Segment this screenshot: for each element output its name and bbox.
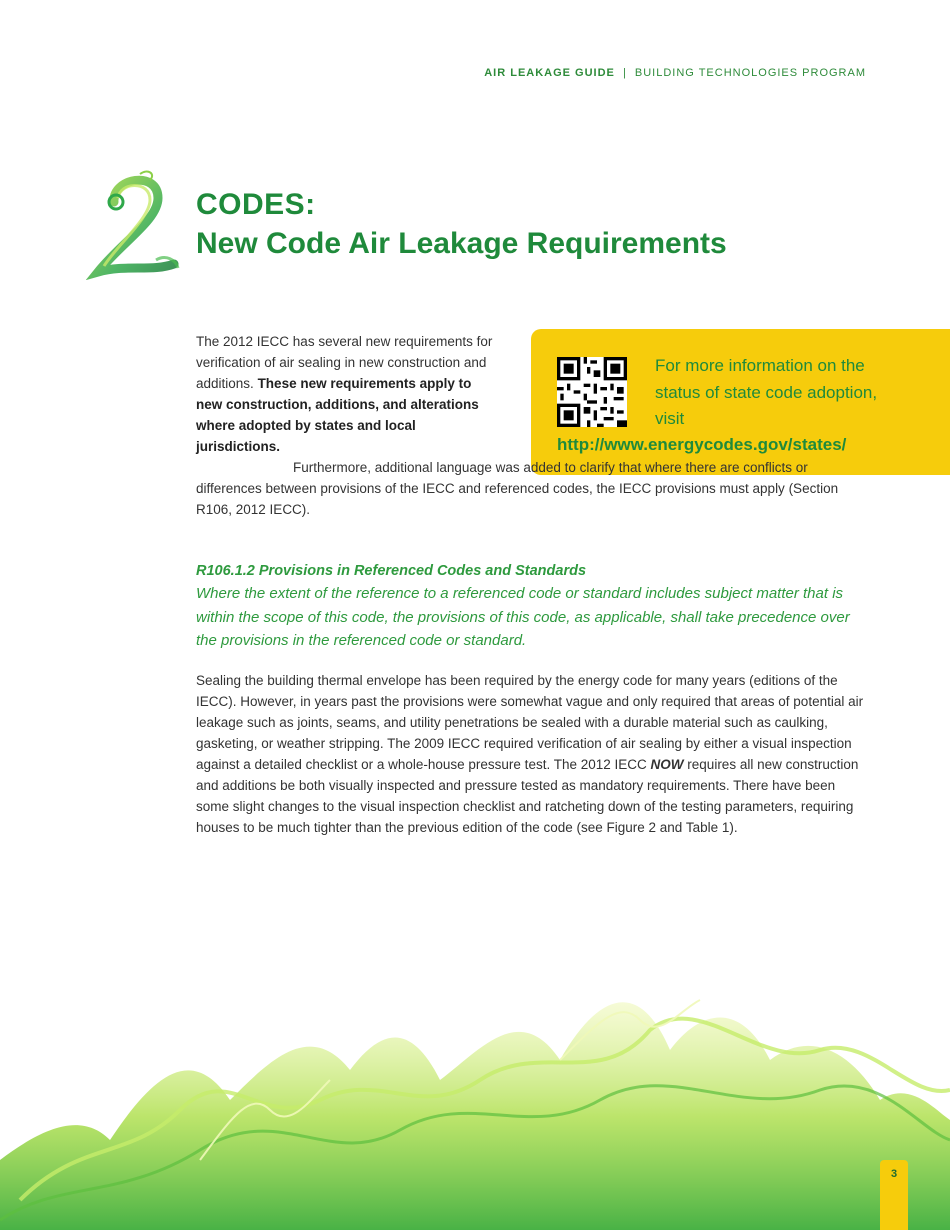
callout-text: For more information on the status of state code adoption, visit bbox=[655, 356, 878, 428]
intro-text: The 2012 IECC has several new requirements for verification of air sealing in new construction and additions. bbox=[196, 334, 493, 391]
chapter-title-main: CODES: bbox=[196, 188, 316, 221]
chapter-number-smoke-icon bbox=[86, 168, 182, 280]
intro-paragraph bbox=[196, 331, 856, 457]
header-guide-title: AIR LEAKAGE GUIDE bbox=[484, 67, 615, 79]
quote-title: R106.1.2 Provisions in Referenced Codes and Standards bbox=[196, 563, 587, 579]
chapter-title bbox=[196, 186, 727, 264]
body-text-after: requires all new construction and additions be both visually inspected and pressure tested as mandatory requirements. There have been some slight changes to the visual inspection checklist and ratcheting down of the testing parameters, requiring houses to be much tighter than the previous edition of the code (see Figure 2 and Table 1). bbox=[196, 757, 859, 835]
page-number: 3 bbox=[890, 1168, 898, 1180]
quote-body: Where the extent of the reference to a referenced code or standard includes subject matter that is within the scope of this code, the provisions of this code, as applicable, shall take precedence over the provisions in the referenced code or standard. bbox=[196, 585, 850, 649]
header-separator: | bbox=[622, 67, 627, 79]
running-header bbox=[484, 67, 866, 79]
body-emphasis: NOW bbox=[650, 757, 684, 772]
page-number-tab bbox=[880, 1160, 908, 1230]
body-text-before: Sealing the building thermal envelope has been required by the energy code for many years (editions of the IECC). However, in years past the provisions were somewhat vague and only required that areas of potential air leakage such as joints, seams, and utility penetrations be sealed with a durable material such as caulking, gasketing, or weather stripping. The 2009 IECC required verification of air sealing by either a visual inspection against a detailed checklist or a whole-house pressure test. The 2012 IECC bbox=[196, 673, 864, 772]
header-program: BUILDING TECHNOLOGIES PROGRAM bbox=[634, 67, 866, 79]
chapter-title-sub: New Code Air Leakage Requirements bbox=[196, 227, 727, 260]
code-quote bbox=[196, 560, 866, 653]
decorative-smoke-banner bbox=[0, 960, 950, 1230]
intro-tail: Furthermore, additional language was added to clarify that where there are conflicts or differences between provisions of the IECC and referenced codes, the IECC provisions must apply (Section R106, 2012 IECC). bbox=[196, 460, 839, 517]
body-paragraph bbox=[196, 670, 868, 838]
intro-bold-text: These new requirements apply to new construction, additions, and alterations where adopted by states and local jurisdictions. bbox=[196, 376, 479, 454]
state-codes-link[interactable]: http://www.energycodes.gov/states/ bbox=[557, 435, 847, 454]
